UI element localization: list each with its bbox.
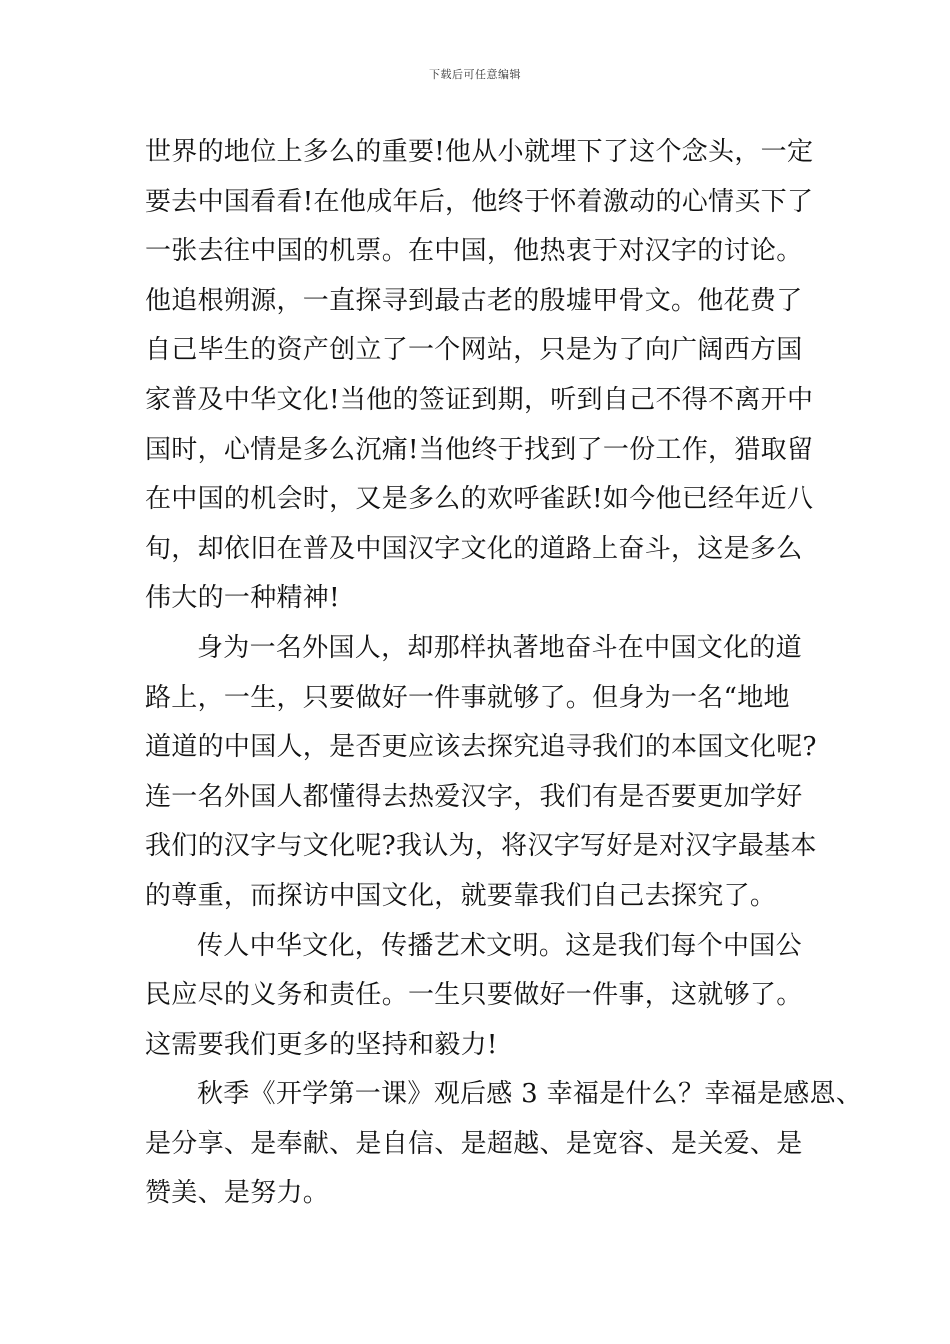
text-line: 在中国的机会时，又是多么的欢呼雀跃!如今他已经年近八 — [145, 484, 814, 515]
text-line: 自己毕生的资产创立了一个网站，只是为了向广阔西方国 — [145, 335, 803, 366]
text-line: 我们的汉字与文化呢?我认为，将汉字写好是对汉字最基本 — [145, 831, 817, 862]
text-line: 民应尽的义务和责任。一生只要做好一件事，这就够了。 — [145, 980, 803, 1011]
text-line: 连一名外国人都懂得去热爱汉字，我们有是否要更加学好 — [145, 781, 803, 812]
paragraph-start-line: 秋季《开学第一课》观后感 3 幸福是什么？幸福是感恩、 — [197, 1079, 863, 1110]
text-line: 国时，心情是多么沉痛!当他终于找到了一份工作，猎取留 — [145, 434, 814, 465]
paragraph-start-line: 传人中华文化，传播艺术文明。这是我们每个中国公 — [197, 930, 802, 961]
text-line: 旬，却依旧在普及中国汉字文化的道路上奋斗，这是多么 — [145, 533, 803, 564]
text-line: 一张去往中国的机票。在中国，他热衷于对汉字的讨论。 — [145, 236, 803, 267]
header-note: 下载后可任意编辑 — [429, 68, 521, 81]
text-line: 是分享、是奉献、是自信、是超越、是宽容、是关爱、是 — [145, 1128, 803, 1159]
text-line: 这需要我们更多的坚持和毅力! — [145, 1029, 498, 1060]
text-line: 的尊重，而探访中国文化，就要靠我们自己去探究了。 — [145, 880, 777, 911]
text-line: 家普及中华文化!当他的签证到期，听到自己不得不离开中 — [145, 384, 814, 415]
text-line: 世界的地位上多么的重要!他从小就埋下了这个念头，一定 — [145, 137, 814, 167]
text-line: 道道的中国人，是否更应该去探究追寻我们的本国文化呢? — [145, 732, 817, 763]
text-line: 伟大的一种精神! — [145, 583, 340, 614]
text-line: 要去中国看看!在他成年后，他终于怀着激动的心情买下了 — [145, 186, 814, 217]
body-text — [145, 128, 863, 1219]
text-line: 路上，一生，只要做好一件事就够了。但身为一名“地地 — [145, 682, 790, 713]
text-line: 赞美、是努力。 — [145, 1178, 330, 1209]
paragraph-start-line: 身为一名外国人，却那样执著地奋斗在中国文化的道 — [197, 632, 802, 663]
text-line: 他追根朔源，一直探寻到最古老的殷墟甲骨文。他花费了 — [145, 285, 803, 316]
